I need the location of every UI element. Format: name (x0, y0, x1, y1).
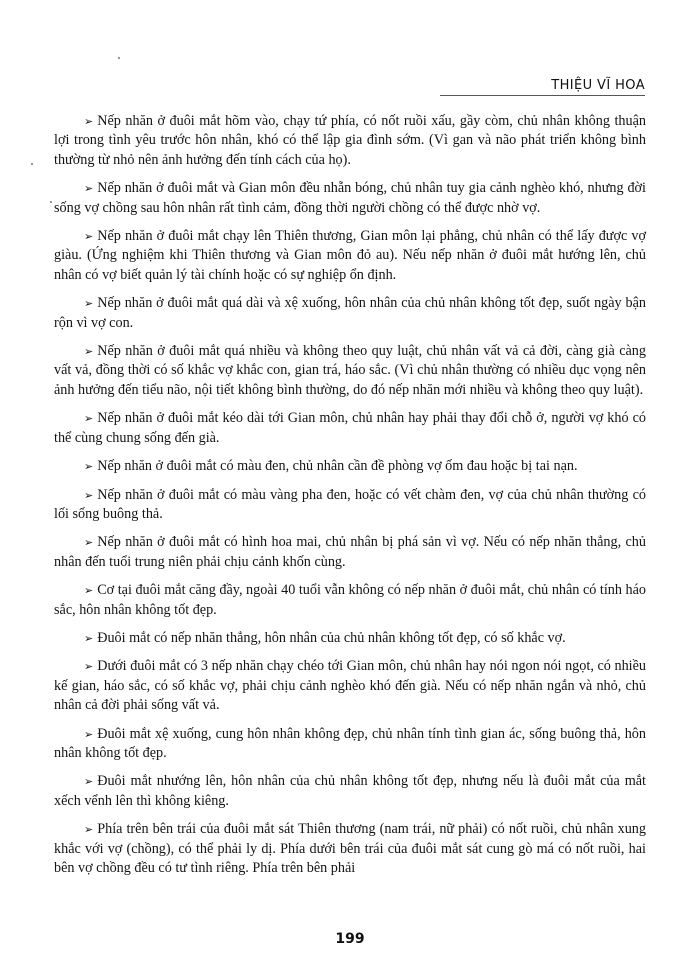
arrow-bullet-icon: ➢ (84, 297, 94, 311)
bullet-paragraph (54, 179, 646, 218)
bullet-paragraph (54, 533, 646, 572)
arrow-bullet-icon: ➢ (84, 488, 94, 502)
bullet-paragraph (54, 342, 646, 400)
paragraph-text: Nếp nhăn ở đuôi mắt hõm vào, chạy tứ phía, có nốt ruồi xấu, gầy còm, chủ nhân không thuận lợi trong tình yêu trước hôn nhân, khó có thể lập gia đình sớm. (Vì gan và não phát triển không bình thường từ nhỏ nên ảnh hưởng đến tính cách của họ). (54, 113, 646, 168)
arrow-bullet-icon: ➢ (84, 584, 94, 598)
bullet-paragraph (54, 772, 646, 811)
arrow-bullet-icon: ➢ (84, 631, 94, 645)
paragraph-text: Nếp nhăn ở đuôi mắt kéo dài tới Gian môn, chủ nhân hay phải thay đổi chỗ ở, người vợ khó có thể cùng chung sống đến già. (54, 410, 646, 446)
arrow-bullet-icon: ➢ (84, 775, 94, 789)
paragraph-text: Nếp nhăn ở đuôi mắt có màu vàng pha đen, hoặc có vết chàm đen, vợ của chủ nhân thường có lối sống buông thả. (54, 486, 646, 522)
paragraph-text: Nếp nhăn ở đuôi mắt quá nhiều và không theo quy luật, chủ nhân vất vả cả đời, càng già càng vất vả, đồng thời có số khắc vợ khắc con, gian trá, háo sắc. (Vì chủ nhân thường có nhiều dục vọng nên ảnh hưởng đến tiểu não, nội tiết không bình thường, do đó nếp nhăn mới nhiều và không theo quy luật). (54, 343, 646, 398)
arrow-bullet-icon: ➢ (84, 230, 94, 244)
paragraph-text: Dưới đuôi mắt có 3 nếp nhăn chạy chéo tới Gian môn, chủ nhân hay nói ngon nói ngọt, có nhiều kế gian, háo sắc, có số khắc vợ, phải chịu cảnh nghèo khó đến già. Nếu có nếp nhăn ngắn và nhỏ, chủ nhân cả đời phải sống vất vả. (54, 658, 646, 714)
bullet-paragraph (54, 294, 646, 333)
arrow-bullet-icon: ➢ (84, 536, 94, 550)
paragraph-text: Phía trên bên trái của đuôi mắt sát Thiên thương (nam trái, nữ phải) có nốt ruồi, chủ nhân xung khắc với vợ (chồng), có thể phải ly dị. Phía dưới bên trái của đuôi mắt sát cung gò má có nốt ruồi, hai bên vợ chồng đều có tư tình riêng. Phía trên bên phải (54, 821, 646, 876)
arrow-bullet-icon: ➢ (84, 345, 94, 359)
paragraph-text: Cơ tại đuôi mắt căng đầy, ngoài 40 tuổi vẫn không có nếp nhăn ở đuôi mắt, chủ nhân có tính háo sắc, hôn nhân không tốt đẹp. (54, 582, 646, 618)
arrow-bullet-icon: ➢ (84, 727, 94, 741)
paragraph-text: Nếp nhăn ở đuôi mắt có hình hoa mai, chủ nhân bị phá sản vì vợ. Nếu có nếp nhăn thẳng, chủ nhân đến tuổi trung niên phải chịu cảnh khốn cùng. (54, 534, 646, 570)
scan-speck (31, 163, 33, 165)
bullet-paragraph (54, 725, 646, 764)
scan-speck (50, 201, 52, 203)
paragraph-text: Nếp nhăn ở đuôi mắt quá dài và xệ xuống, hôn nhân của chủ nhân không tốt đẹp, suốt ngày bận rộn vì vợ con. (54, 295, 646, 331)
paragraph-text: Nếp nhăn ở đuôi mắt chạy lên Thiên thương, Gian môn lại phẳng, chủ nhân có thể lấy được vợ giàu. (Ứng nghiệm khi Thiên thương và Gian môn đỏ au). Nếu nếp nhăn ở đuôi mắt hướng lên, chủ nhân có vợ biết quản lý tài chính hoặc có sự nghiệp ổn định. (54, 228, 646, 283)
page-number: 199 (335, 931, 365, 947)
paragraph-text: Đuôi mắt nhướng lên, hôn nhân của chủ nhân không tốt đẹp, nhưng nếu là đuôi mắt của mắt xếch vểnh lên thì không kiêng. (54, 773, 646, 809)
arrow-bullet-icon: ➢ (84, 460, 94, 474)
bullet-paragraph (54, 629, 646, 648)
arrow-bullet-icon: ➢ (84, 660, 94, 674)
bullet-paragraph (54, 112, 646, 170)
bullet-paragraph (54, 581, 646, 620)
paragraph-text: Nếp nhăn ở đuôi mắt và Gian môn đều nhẵn bóng, chủ nhân tuy gia cảnh nghèo khó, nhưng đời sống vợ chồng sau hôn nhân rất tình cảm, đồng thời người chồng có thể được nhờ vợ. (54, 180, 646, 216)
bullet-paragraph (54, 486, 646, 525)
bullet-paragraph (54, 457, 646, 476)
arrow-bullet-icon: ➢ (84, 823, 94, 837)
arrow-bullet-icon: ➢ (84, 115, 94, 128)
bullet-paragraph (54, 820, 646, 878)
bullet-paragraph (54, 657, 646, 715)
bullet-paragraph (54, 227, 646, 285)
paragraph-text: Nếp nhăn ở đuôi mắt có màu đen, chủ nhân cần đề phòng vợ ốm đau hoặc bị tai nạn. (97, 458, 578, 475)
arrow-bullet-icon: ➢ (84, 182, 94, 196)
running-header: THIỆU VĨ HOA (440, 78, 645, 96)
body-text (54, 112, 646, 887)
paragraph-text: Đuôi mắt xệ xuống, cung hôn nhân không đẹp, chủ nhân tính tình gian ác, sống buông thả, hôn nhân không tốt đẹp. (54, 725, 646, 761)
scan-speck (118, 57, 120, 59)
paragraph-text: Đuôi mắt có nếp nhăn thẳng, hôn nhân của chủ nhân không tốt đẹp, có số khắc vợ. (97, 629, 566, 646)
bullet-paragraph (54, 409, 646, 448)
arrow-bullet-icon: ➢ (84, 412, 94, 426)
